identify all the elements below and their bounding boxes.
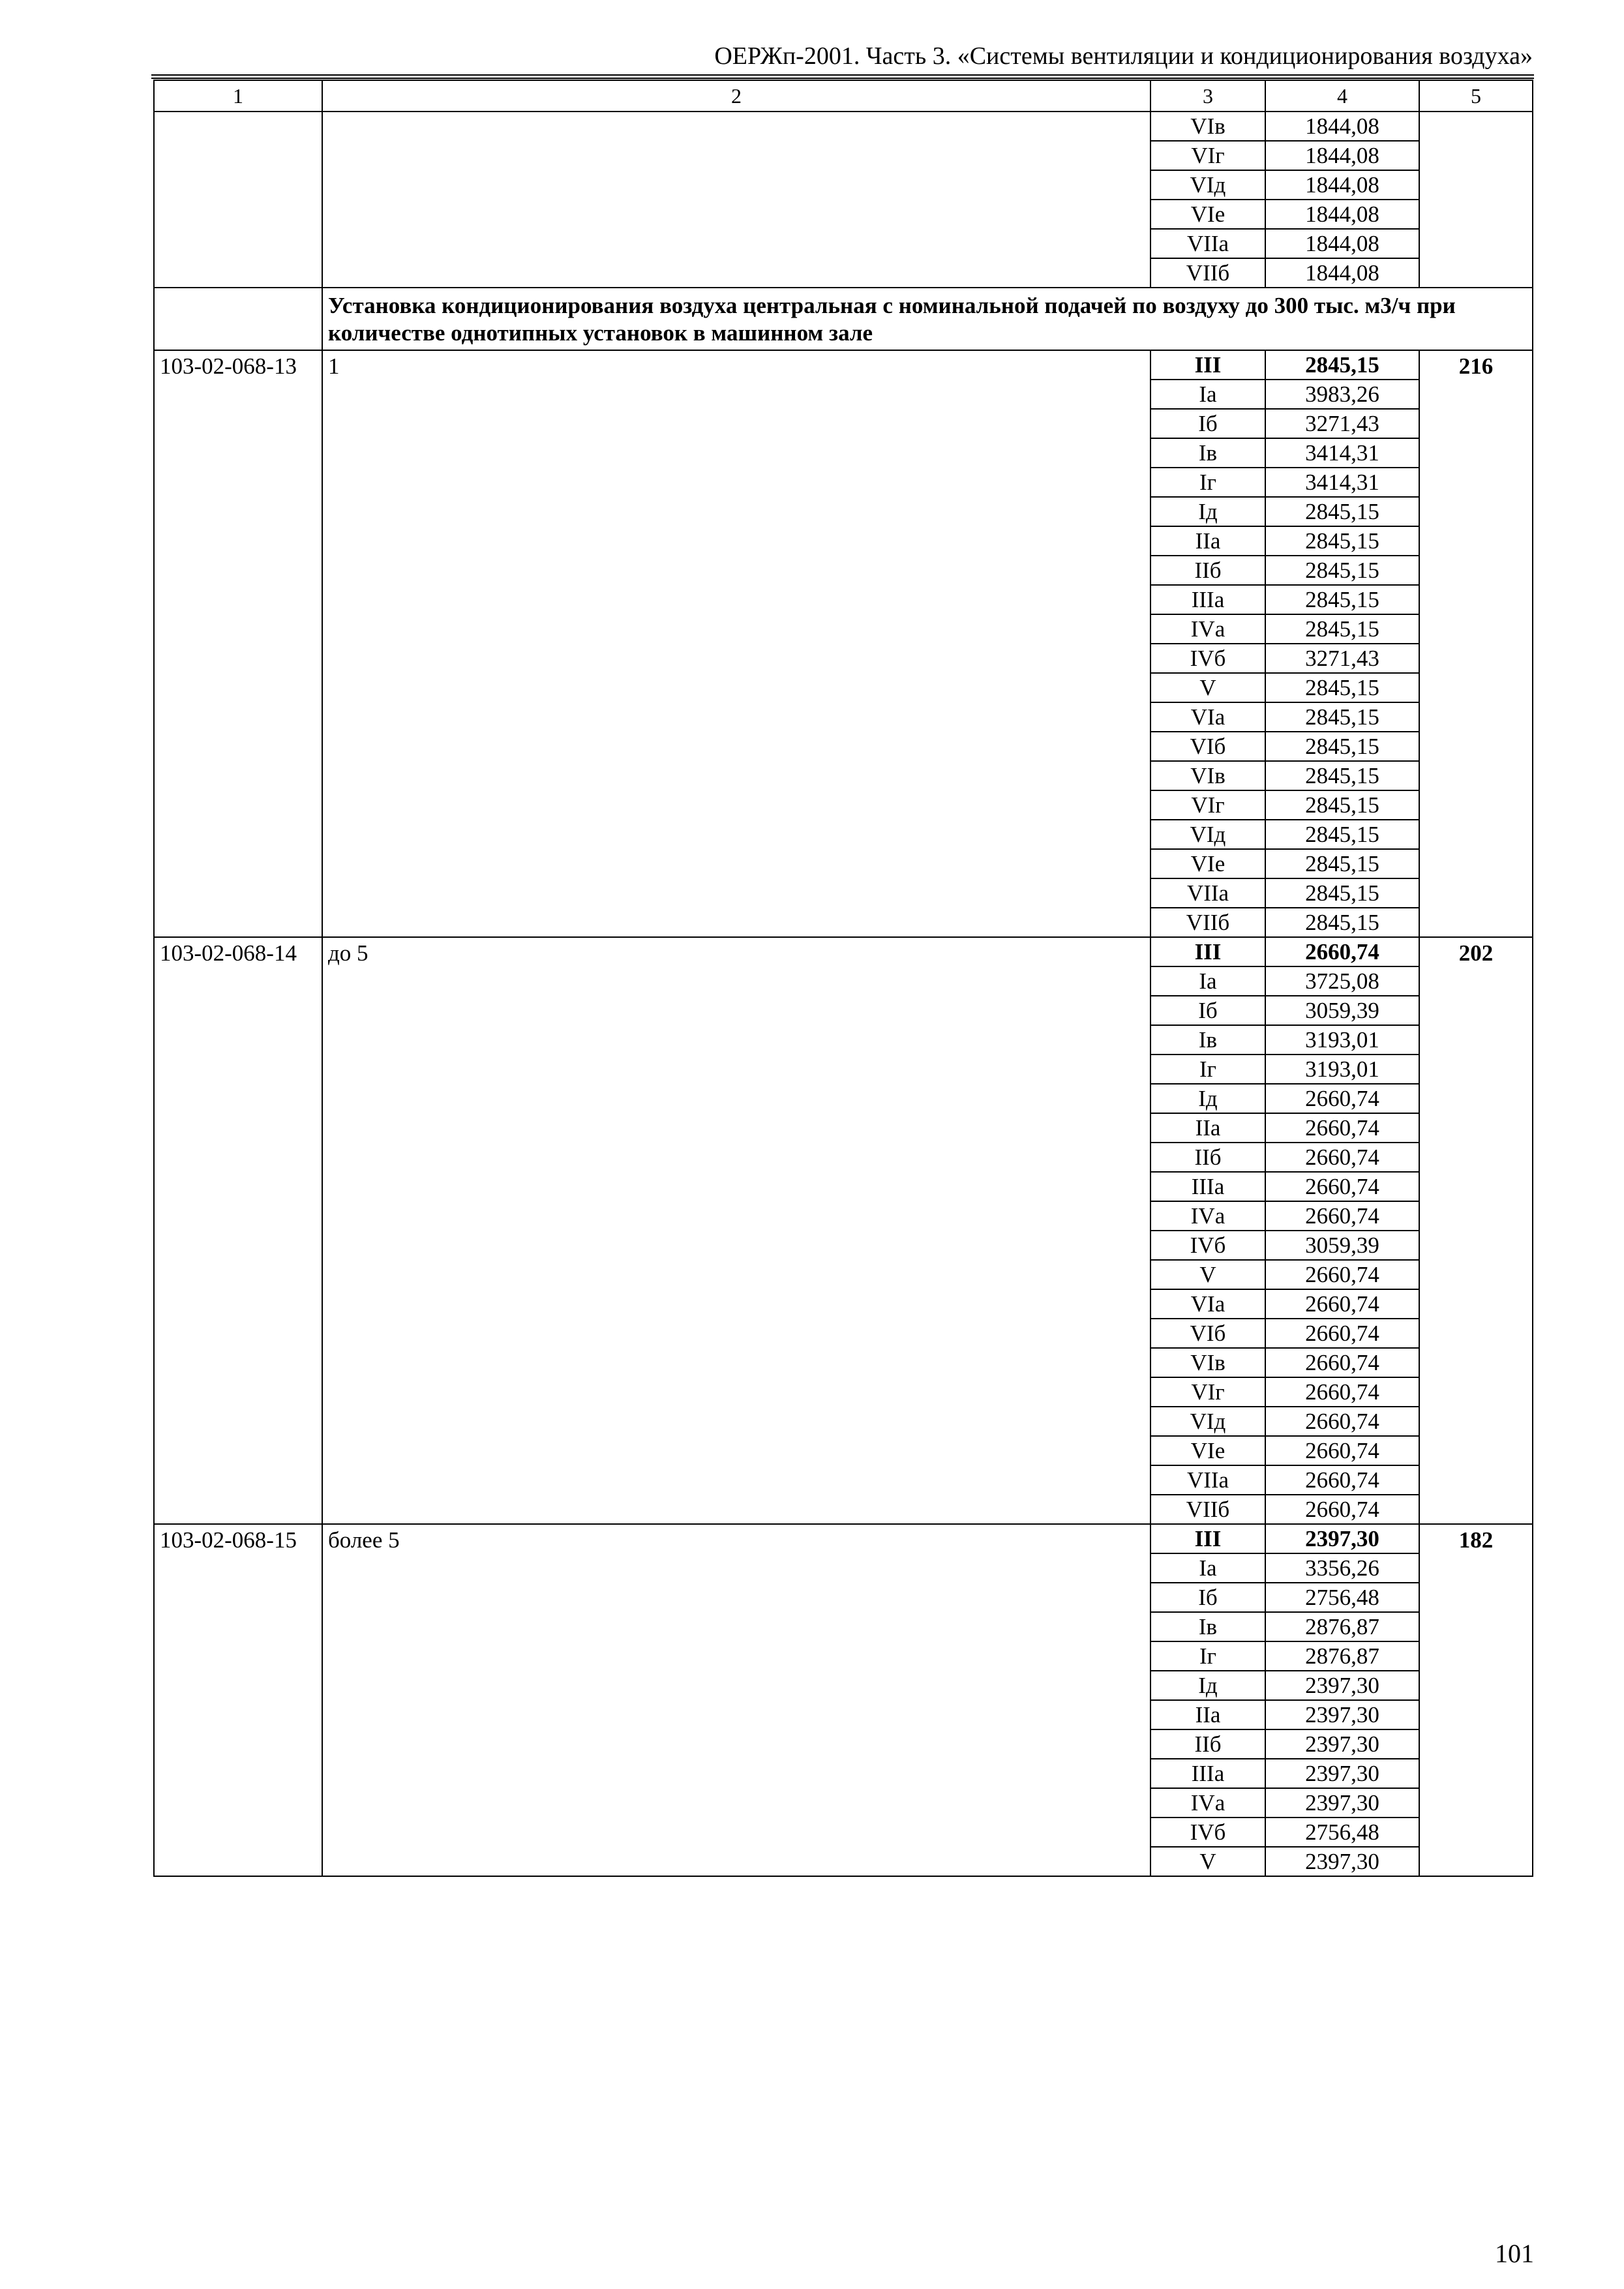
value-cell: 2660,74 — [1265, 1436, 1419, 1465]
value-cell: 2845,15 — [1265, 497, 1419, 526]
zone-cell: V — [1150, 1260, 1265, 1289]
item-description: 1 — [322, 350, 1150, 937]
zone-cell: Iв — [1150, 1025, 1265, 1055]
table-row — [154, 937, 1533, 966]
zone-cell: VIв — [1150, 112, 1265, 141]
zone-cell: VIе — [1150, 849, 1265, 878]
zone-cell: VIв — [1150, 761, 1265, 790]
value-cell: 3356,26 — [1265, 1553, 1419, 1583]
zone-cell: Iг — [1150, 1055, 1265, 1084]
value-cell: 2845,15 — [1265, 556, 1419, 585]
value-cell: 3193,01 — [1265, 1025, 1419, 1055]
zone-cell: III — [1150, 937, 1265, 966]
value-cell: 2397,30 — [1265, 1524, 1419, 1553]
column-number: 3 — [1150, 80, 1265, 112]
zone-cell: VIд — [1150, 1407, 1265, 1436]
zone-cell: IIб — [1150, 1729, 1265, 1759]
zone-cell: VIе — [1150, 200, 1265, 229]
value-cell: 2756,48 — [1265, 1818, 1419, 1847]
value-cell: 2660,74 — [1265, 1289, 1419, 1319]
value-cell: 3193,01 — [1265, 1055, 1419, 1084]
zone-cell: Iа — [1150, 966, 1265, 996]
zone-cell: IVб — [1150, 1818, 1265, 1847]
zone-cell: Iа — [1150, 380, 1265, 409]
zone-cell: Iг — [1150, 1641, 1265, 1671]
value-cell: 1844,08 — [1265, 258, 1419, 288]
value-cell: 2397,30 — [1265, 1671, 1419, 1700]
table-row — [154, 112, 1533, 141]
running-header: ОЕРЖп-2001. Часть 3. «Системы вентиляции и кондиционирования воздуха» — [714, 42, 1533, 70]
zone-cell: Iб — [1150, 409, 1265, 438]
zone-cell: III — [1150, 350, 1265, 380]
zone-cell: IVа — [1150, 614, 1265, 644]
value-cell: 1844,08 — [1265, 200, 1419, 229]
value-cell: 3725,08 — [1265, 966, 1419, 996]
column-number-row — [154, 80, 1533, 112]
value-cell: 2660,74 — [1265, 1465, 1419, 1495]
zone-cell: Iв — [1150, 438, 1265, 468]
zone-cell: IIб — [1150, 556, 1265, 585]
zone-cell: VIIа — [1150, 878, 1265, 908]
zone-cell: Iд — [1150, 497, 1265, 526]
value-cell: 2660,74 — [1265, 1377, 1419, 1407]
rates-table-body — [154, 80, 1533, 1876]
zone-cell: Iб — [1150, 996, 1265, 1025]
zone-cell: IVа — [1150, 1788, 1265, 1818]
column-number: 5 — [1419, 80, 1533, 112]
value-cell: 2845,15 — [1265, 350, 1419, 380]
value-cell: 2845,15 — [1265, 732, 1419, 761]
value-cell: 2845,15 — [1265, 790, 1419, 820]
column-number: 1 — [154, 80, 322, 112]
code-cell — [154, 112, 322, 288]
zone-cell: VIIа — [1150, 1465, 1265, 1495]
zone-cell: Iб — [1150, 1583, 1265, 1612]
item-rate: 202 — [1419, 937, 1533, 1524]
zone-cell: VIг — [1150, 790, 1265, 820]
zone-cell: Iд — [1150, 1671, 1265, 1700]
value-cell: 2397,30 — [1265, 1788, 1419, 1818]
value-cell: 2845,15 — [1265, 820, 1419, 849]
value-cell: 2845,15 — [1265, 849, 1419, 878]
value-cell: 2845,15 — [1265, 878, 1419, 908]
item-code: 103-02-068-15 — [154, 1524, 322, 1876]
zone-cell: IIа — [1150, 1113, 1265, 1143]
zone-cell: VIа — [1150, 1289, 1265, 1319]
value-cell: 2660,74 — [1265, 1143, 1419, 1172]
value-cell: 2660,74 — [1265, 1084, 1419, 1113]
zone-cell: III — [1150, 1524, 1265, 1553]
zone-cell: VIб — [1150, 1319, 1265, 1348]
value-cell: 1844,08 — [1265, 141, 1419, 170]
item-description: до 5 — [322, 937, 1150, 1524]
zone-cell: IVа — [1150, 1201, 1265, 1231]
column-number: 4 — [1265, 80, 1419, 112]
value-cell: 2845,15 — [1265, 761, 1419, 790]
zone-cell: V — [1150, 673, 1265, 702]
value-cell: 3271,43 — [1265, 409, 1419, 438]
zone-cell: VIб — [1150, 732, 1265, 761]
value-cell: 1844,08 — [1265, 112, 1419, 141]
value-cell: 2660,74 — [1265, 1407, 1419, 1436]
value-cell: 2660,74 — [1265, 1201, 1419, 1231]
value-cell: 2660,74 — [1265, 1319, 1419, 1348]
value-cell: 1844,08 — [1265, 170, 1419, 200]
value-cell: 2397,30 — [1265, 1759, 1419, 1788]
rate-cell — [1419, 112, 1533, 288]
value-cell: 2660,74 — [1265, 1172, 1419, 1201]
zone-cell: Iв — [1150, 1612, 1265, 1641]
value-cell: 2397,30 — [1265, 1700, 1419, 1729]
value-cell: 3983,26 — [1265, 380, 1419, 409]
value-cell: 2756,48 — [1265, 1583, 1419, 1612]
value-cell: 2660,74 — [1265, 1348, 1419, 1377]
section-heading-row — [154, 288, 1533, 350]
section-title: Установка кондиционирования воздуха центральная с номинальной подачей по воздуху до 300 тыс. м3/ч при количестве однотипных установок в машинном зале — [322, 288, 1533, 350]
zone-cell: VIд — [1150, 820, 1265, 849]
value-cell: 3271,43 — [1265, 644, 1419, 673]
zone-cell: IIIа — [1150, 1172, 1265, 1201]
zone-cell: VIд — [1150, 170, 1265, 200]
item-rate: 182 — [1419, 1524, 1533, 1876]
zone-cell: VIв — [1150, 1348, 1265, 1377]
value-cell: 2845,15 — [1265, 702, 1419, 732]
item-code: 103-02-068-14 — [154, 937, 322, 1524]
description-cell — [322, 112, 1150, 288]
zone-cell: Iг — [1150, 468, 1265, 497]
value-cell: 2876,87 — [1265, 1612, 1419, 1641]
zone-cell: VIа — [1150, 702, 1265, 732]
header-rule — [151, 78, 1534, 79]
zone-cell: Iд — [1150, 1084, 1265, 1113]
item-description: более 5 — [322, 1524, 1150, 1876]
page-number: 101 — [1495, 2239, 1534, 2268]
value-cell: 2660,74 — [1265, 1113, 1419, 1143]
zone-cell: IIIа — [1150, 585, 1265, 614]
zone-cell: Iа — [1150, 1553, 1265, 1583]
value-cell: 2660,74 — [1265, 937, 1419, 966]
value-cell: 3414,31 — [1265, 438, 1419, 468]
zone-cell: IIа — [1150, 526, 1265, 556]
value-cell: 2397,30 — [1265, 1729, 1419, 1759]
zone-cell: V — [1150, 1847, 1265, 1876]
zone-cell: VIг — [1150, 141, 1265, 170]
item-rate: 216 — [1419, 350, 1533, 937]
zone-cell: VIе — [1150, 1436, 1265, 1465]
value-cell: 2397,30 — [1265, 1847, 1419, 1876]
zone-cell: VIг — [1150, 1377, 1265, 1407]
zone-cell: IIб — [1150, 1143, 1265, 1172]
zone-cell: IIIа — [1150, 1759, 1265, 1788]
header-rule — [151, 74, 1534, 76]
value-cell: 2876,87 — [1265, 1641, 1419, 1671]
value-cell: 1844,08 — [1265, 229, 1419, 258]
value-cell: 3059,39 — [1265, 996, 1419, 1025]
value-cell: 2845,15 — [1265, 673, 1419, 702]
value-cell: 2845,15 — [1265, 526, 1419, 556]
zone-cell: VIIб — [1150, 258, 1265, 288]
zone-cell: IVб — [1150, 644, 1265, 673]
value-cell: 2845,15 — [1265, 908, 1419, 937]
zone-cell: VIIб — [1150, 908, 1265, 937]
value-cell: 2660,74 — [1265, 1495, 1419, 1524]
rates-table — [153, 80, 1533, 1877]
value-cell: 3414,31 — [1265, 468, 1419, 497]
value-cell: 2845,15 — [1265, 585, 1419, 614]
zone-cell: VIIа — [1150, 229, 1265, 258]
value-cell: 2845,15 — [1265, 614, 1419, 644]
zone-cell: VIIб — [1150, 1495, 1265, 1524]
column-number: 2 — [322, 80, 1150, 112]
value-cell: 2660,74 — [1265, 1260, 1419, 1289]
zone-cell: IVб — [1150, 1231, 1265, 1260]
table-row — [154, 350, 1533, 380]
zone-cell: IIа — [1150, 1700, 1265, 1729]
section-code-cell — [154, 288, 322, 350]
value-cell: 3059,39 — [1265, 1231, 1419, 1260]
table-row — [154, 1524, 1533, 1553]
item-code: 103-02-068-13 — [154, 350, 322, 937]
